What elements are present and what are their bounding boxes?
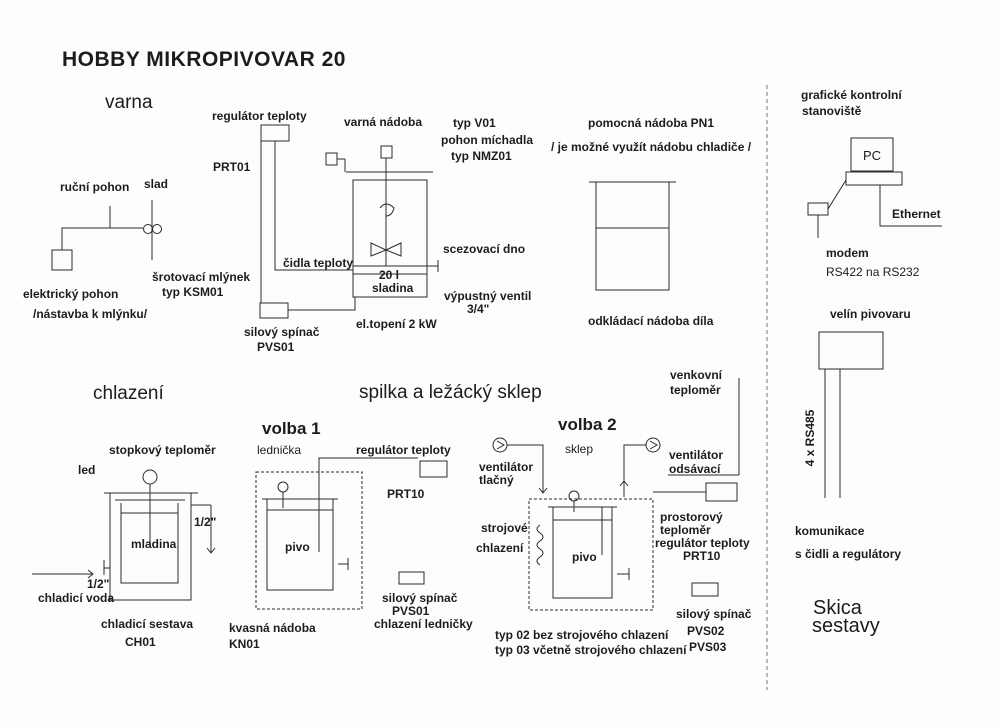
fan-exhaust-line <box>624 445 646 497</box>
label-ventil-size: 3/4" <box>467 302 490 316</box>
sensor-line <box>275 141 353 270</box>
label-pvs01: PVS01 <box>257 340 295 354</box>
section-varna: varna <box>105 92 153 113</box>
label-typ-v01: typ V01 <box>453 116 496 130</box>
label-rs485: 4 x RS485 <box>803 409 817 467</box>
label-regulator-v1: regulátor teploty <box>356 443 451 457</box>
label-s-cidli: s čidli a regulátory <box>795 547 902 561</box>
section-volba2: volba 2 <box>558 415 617 434</box>
label-prt01: PRT01 <box>213 160 251 174</box>
label-srotovaci-mlynek: šrotovací mlýnek <box>152 270 251 284</box>
label-lednicka: lednička <box>257 443 302 457</box>
prostorovy-box <box>706 483 737 501</box>
label-skica: Skica <box>813 597 862 619</box>
stirrer-blade-left <box>371 243 386 256</box>
label-silovy-spinac-v1: silový spínač <box>382 591 458 605</box>
section-chlazeni: chlazení <box>93 383 164 404</box>
stirrer-blade-right <box>386 243 401 256</box>
cooling-coil <box>537 525 543 565</box>
mill-roller-right <box>153 225 162 234</box>
label-komunikace: komunikace <box>795 524 865 538</box>
regulator-prt01-box <box>261 125 289 141</box>
label-el-topeni: el.topení 2 kW <box>356 317 437 331</box>
modem-box <box>808 203 828 215</box>
label-vypustny-ventil: výpustný ventil <box>444 289 532 303</box>
label-venkovni-2: teploměr <box>670 383 721 397</box>
section-volba1: volba 1 <box>262 419 321 438</box>
label-pomocna-note: / je možné využít nádobu chladiče / <box>551 140 752 154</box>
velin-box <box>819 332 883 369</box>
label-regulator-v2: regulátor teploty <box>655 536 750 550</box>
label-modem: modem <box>826 246 869 260</box>
label-varna-nadoba: varná nádoba <box>344 115 423 129</box>
label-typ-nmz01: typ NMZ01 <box>451 149 512 163</box>
label-cidla-teploty: čidla teploty <box>283 256 354 270</box>
label-prt10-v1: PRT10 <box>387 487 425 501</box>
label-prt10-v2: PRT10 <box>683 549 721 563</box>
switch-pvs01-box <box>260 303 288 318</box>
label-nastavba: /nástavba k mlýnku/ <box>33 307 148 321</box>
label-pivo-v1: pivo <box>285 540 310 554</box>
label-odkladaci: odkládací nádoba díla <box>588 314 714 328</box>
label-ventilator-ods-2: odsávací <box>669 462 721 476</box>
label-typ-ksm01: typ KSM01 <box>162 285 224 299</box>
page-title: HOBBY MIKROPIVOVAR 20 <box>62 48 346 71</box>
label-graficke: grafické kontrolní <box>801 88 902 102</box>
label-strojove-2: chlazení <box>476 541 524 555</box>
thermometer-head <box>143 470 157 484</box>
label-20l: 20 l <box>379 268 400 282</box>
label-ethernet: Ethernet <box>892 207 941 221</box>
label-pvs02: PVS02 <box>687 624 725 638</box>
label-stopkovy-teplomer: stopkový teploměr <box>109 443 216 457</box>
label-regulator-teploty: regulátor teploty <box>212 109 307 123</box>
label-pivo-v2: pivo <box>572 550 597 564</box>
label-elektricky-pohon: elektrický pohon <box>23 287 119 301</box>
label-rs422: RS422 na RS232 <box>826 265 920 279</box>
motor-box <box>326 153 337 165</box>
label-pc: PC <box>863 148 882 163</box>
label-silovy-spinac-v2: silový spínač <box>676 607 752 621</box>
label-chladici-voda: chladicí voda <box>38 591 115 605</box>
label-half-inch-left: 1/2" <box>87 577 110 591</box>
prt10-box-v1 <box>420 461 447 477</box>
label-typ03: typ 03 včetně strojového chlazení <box>495 643 687 657</box>
switch-line <box>288 297 355 310</box>
electric-drive-box <box>52 250 72 270</box>
label-rucni-pohon: ruční pohon <box>60 180 130 194</box>
label-sklep: sklep <box>565 442 594 456</box>
label-half-inch-right: 1/2" <box>194 515 217 529</box>
switch-pvs01-v1 <box>399 572 424 584</box>
mill-roller-left <box>144 225 153 234</box>
label-chlazeni-lednicky: chlazení ledničky <box>374 617 473 631</box>
stirrer-arrow <box>380 204 394 216</box>
manual-drive-line <box>62 206 110 250</box>
label-pomocna-nadoba: pomocná nádoba PN1 <box>588 116 715 130</box>
label-typ02: typ 02 bez strojového chlazení <box>495 628 669 642</box>
airlock <box>278 482 288 492</box>
label-pvs01-v1: PVS01 <box>392 604 430 618</box>
stirrer-motor <box>381 146 392 158</box>
label-kn01: KN01 <box>229 637 260 651</box>
label-venkovni-1: venkovní <box>670 368 723 382</box>
label-sladina: sladina <box>372 281 414 295</box>
label-mladina: mladina <box>131 537 177 551</box>
label-led: led <box>78 463 96 477</box>
label-scezovaci-dno: scezovací dno <box>443 242 526 256</box>
label-staviste: stanoviště <box>802 104 862 118</box>
label-slad: slad <box>144 177 169 191</box>
label-sestavy: sestavy <box>812 615 880 637</box>
label-pohon-michadla: pohon míchadla <box>441 133 534 147</box>
label-strojove-1: strojové <box>481 521 528 535</box>
label-ch01: CH01 <box>125 635 156 649</box>
label-ventilator-ods-1: ventilátor <box>669 448 724 462</box>
label-ventilator-tlacny-2: tlačný <box>479 473 514 487</box>
label-kvasna-nadoba: kvasná nádoba <box>229 621 316 635</box>
aux-vessel <box>596 182 669 290</box>
label-silovy-spinac: silový spínač <box>244 325 320 339</box>
pc-base <box>846 172 902 185</box>
switch-pvs02-box <box>692 583 718 596</box>
label-chladici-sestava: chladicí sestava <box>101 617 194 631</box>
section-spilka: spilka a ležácký sklep <box>359 382 542 403</box>
label-prostorovy-2: teploměr <box>660 523 711 537</box>
label-ventilator-tlacny-1: ventilátor <box>479 460 534 474</box>
label-prostorovy-1: prostorový <box>660 510 723 524</box>
label-velin: velín pivovaru <box>830 307 911 321</box>
label-pvs03: PVS03 <box>689 640 727 654</box>
